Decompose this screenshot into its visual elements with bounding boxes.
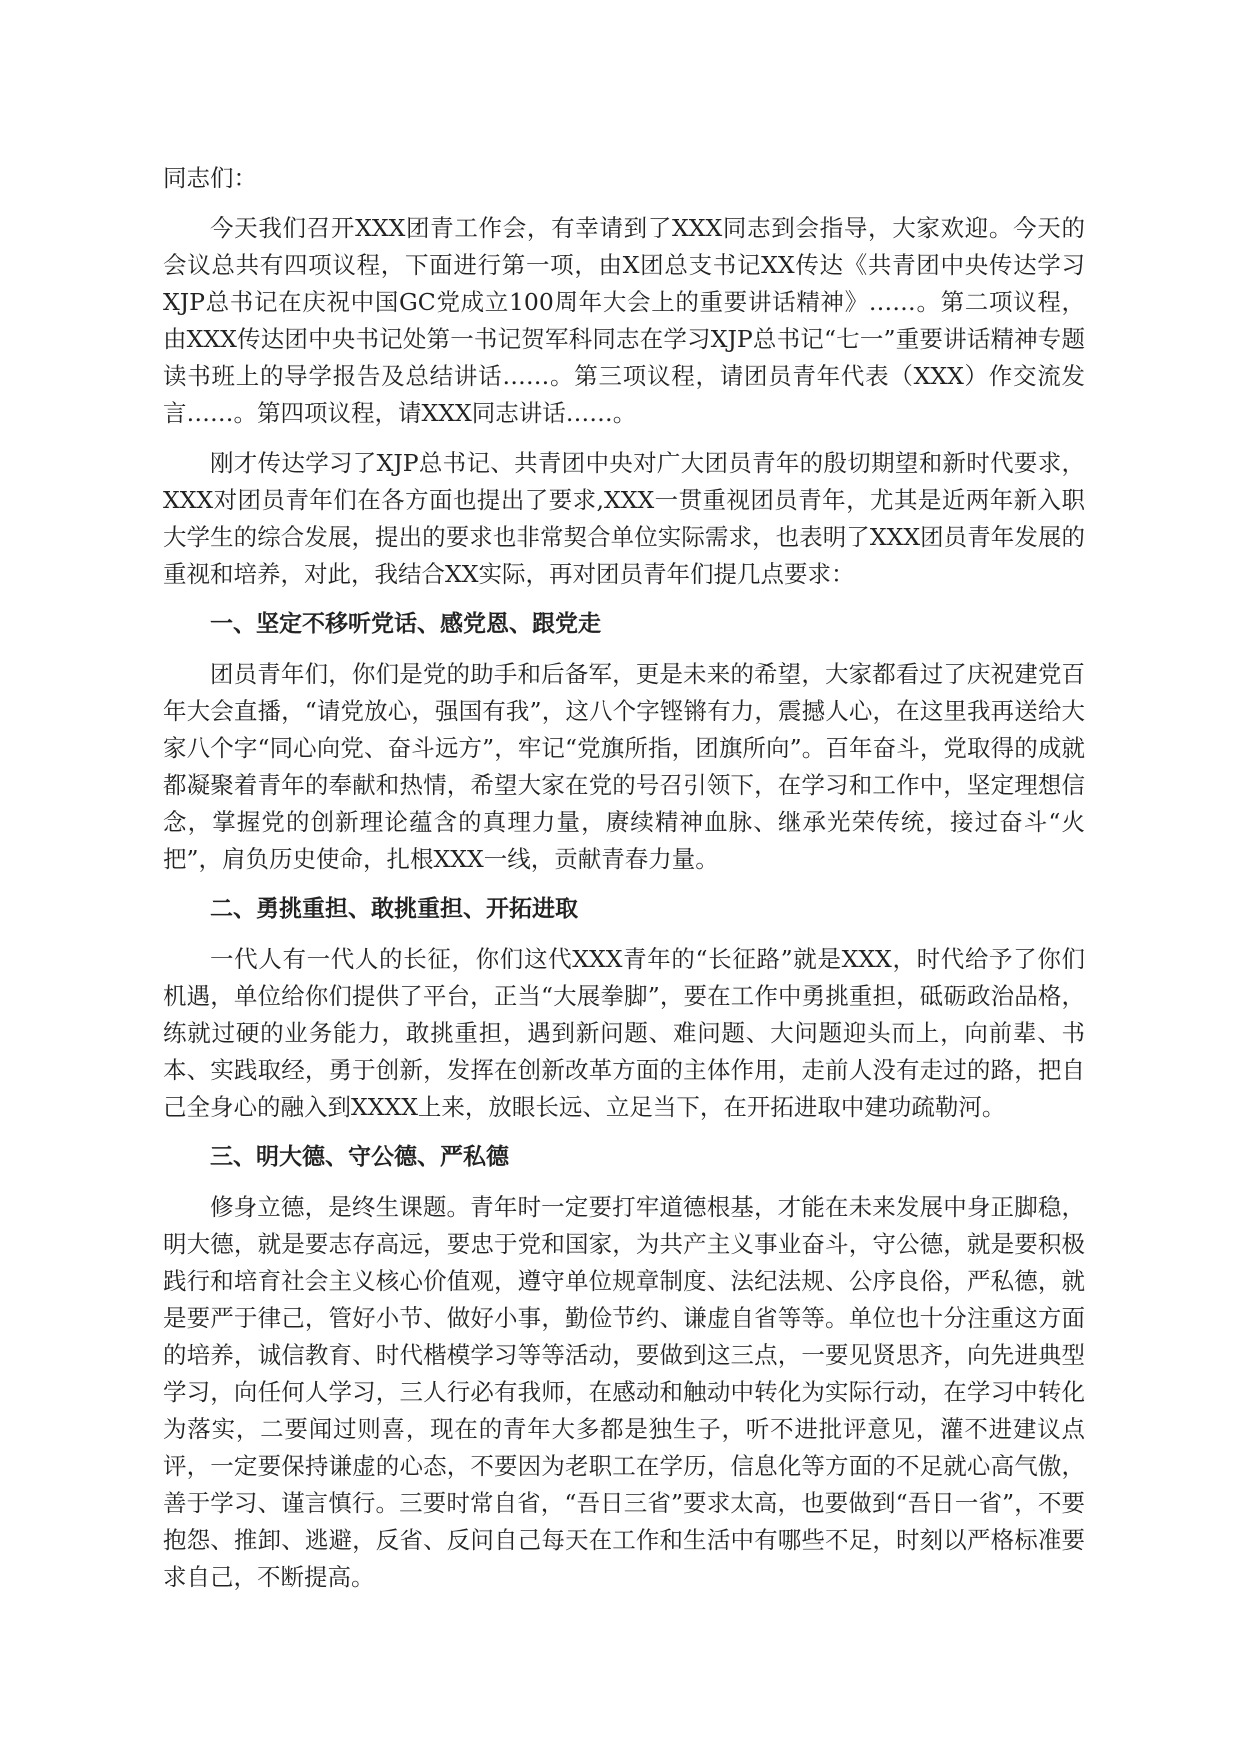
section-heading-2: 二、勇挑重担、敢挑重担、开拓进取 <box>210 896 578 922</box>
document-page <box>163 160 1085 1609</box>
salutation: 同志们： <box>163 164 257 192</box>
section-body-3: 修身立德，是终生课题。青年时一定要打牢道德根基，才能在未来发展中身正脚稳，明大德，就是要志存高远，要忠于党和国家，为共产主义事业奋斗，守公德，就是要积极践行和培育社会主义核心价值观，遵守单位规章制度、法纪法规、公序良俗，严私德，就是要严于律己，管好小节、做好小事，勤俭节约、谦虚自省等等。单位也十分注重这方面的培养，诚信教育、时代楷模学习等等活动，要做到这三点，一要见贤思齐，向先进典型学习，向任何人学习，三人行必有我师，在感动和触动中转化为实际行动，在学习中转化为落实，二要闻过则喜，现在的青年大多都是独生子，听不进批评意见，灌不进建议点评，一定要保持谦虚的心态，不要因为老职工在学历，信息化等方面的不足就心高气傲，善于学习、谨言慎行。三要时常自省，“吾日三省”要求太高，也要做到“吾日一省”，不要抱怨、推卸、逃避，反省、反问自己每天在工作和生活中有哪些不足，时刻以严格标准要求自己，不断提高。 <box>163 1193 1085 1591</box>
section-body-1: 团员青年们，你们是党的助手和后备军，更是未来的希望，大家都看过了庆祝建党百年大会直播，“请党放心，强国有我”，这八个字铿锵有力，震撼人心，在这里我再送给大家八个字“同心向党、奋斗远方”，牢记“党旗所指，团旗所向”。百年奋斗，党取得的成就都凝聚着青年的奉献和热情，希望大家在党的号召引领下，在学习和工作中，坚定理想信念，掌握党的创新理论蕴含的真理力量，赓续精神血脉、继承光荣传统，接过奋斗“火把”，肩负历史使命，扎根XXX一线，贡献青春力量。 <box>163 660 1085 873</box>
section-heading-3: 三、明大德、守公德、严私德 <box>210 1144 509 1170</box>
intro-paragraph-2: 刚才传达学习了XJP总书记、共青团中央对广大团员青年的殷切期望和新时代要求，XXX对团员青年们在各方面也提出了要求,XXX一贯重视团员青年，尤其是近两年新入职大学生的综合发展，提出的要求也非常契合单位实际需求，也表明了XXX团员青年发展的重视和培养，对此，我结合XX实际，再对团员青年们提几点要求： <box>163 449 1085 588</box>
intro-paragraph-1: 今天我们召开XXX团青工作会，有幸请到了XXX同志到会指导，大家欢迎。今天的会议总共有四项议程，下面进行第一项，由X团总支书记XX传达《共青团中央传达学习XJP总书记在庆祝中国GC党成立100周年大会上的重要讲话精神》……。第二项议程，由XXX传达团中央书记处第一书记贺军科同志在学习XJP总书记“七一”重要讲话精神专题读书班上的导学报告及总结讲话……。第三项议程，请团员青年代表（XXX）作交流发言……。第四项议程，请XXX同志讲话……。 <box>163 214 1085 427</box>
section-heading-1: 一、坚定不移听党话、感党恩、跟党走 <box>210 611 601 637</box>
section-body-2: 一代人有一代人的长征，你们这代XXX青年的“长征路”就是XXX，时代给予了你们机遇，单位给你们提供了平台，正当“大展拳脚”，要在工作中勇挑重担，砥砺政治品格，练就过硬的业务能力，敢挑重担，遇到新问题、难问题、大问题迎头而上，向前辈、书本、实践取经，勇于创新，发挥在创新改革方面的主体作用，走前人没有走过的路，把自己全身心的融入到XXXX上来，放眼长远、立足当下，在开拓进取中建功疏勒河。 <box>163 945 1085 1121</box>
